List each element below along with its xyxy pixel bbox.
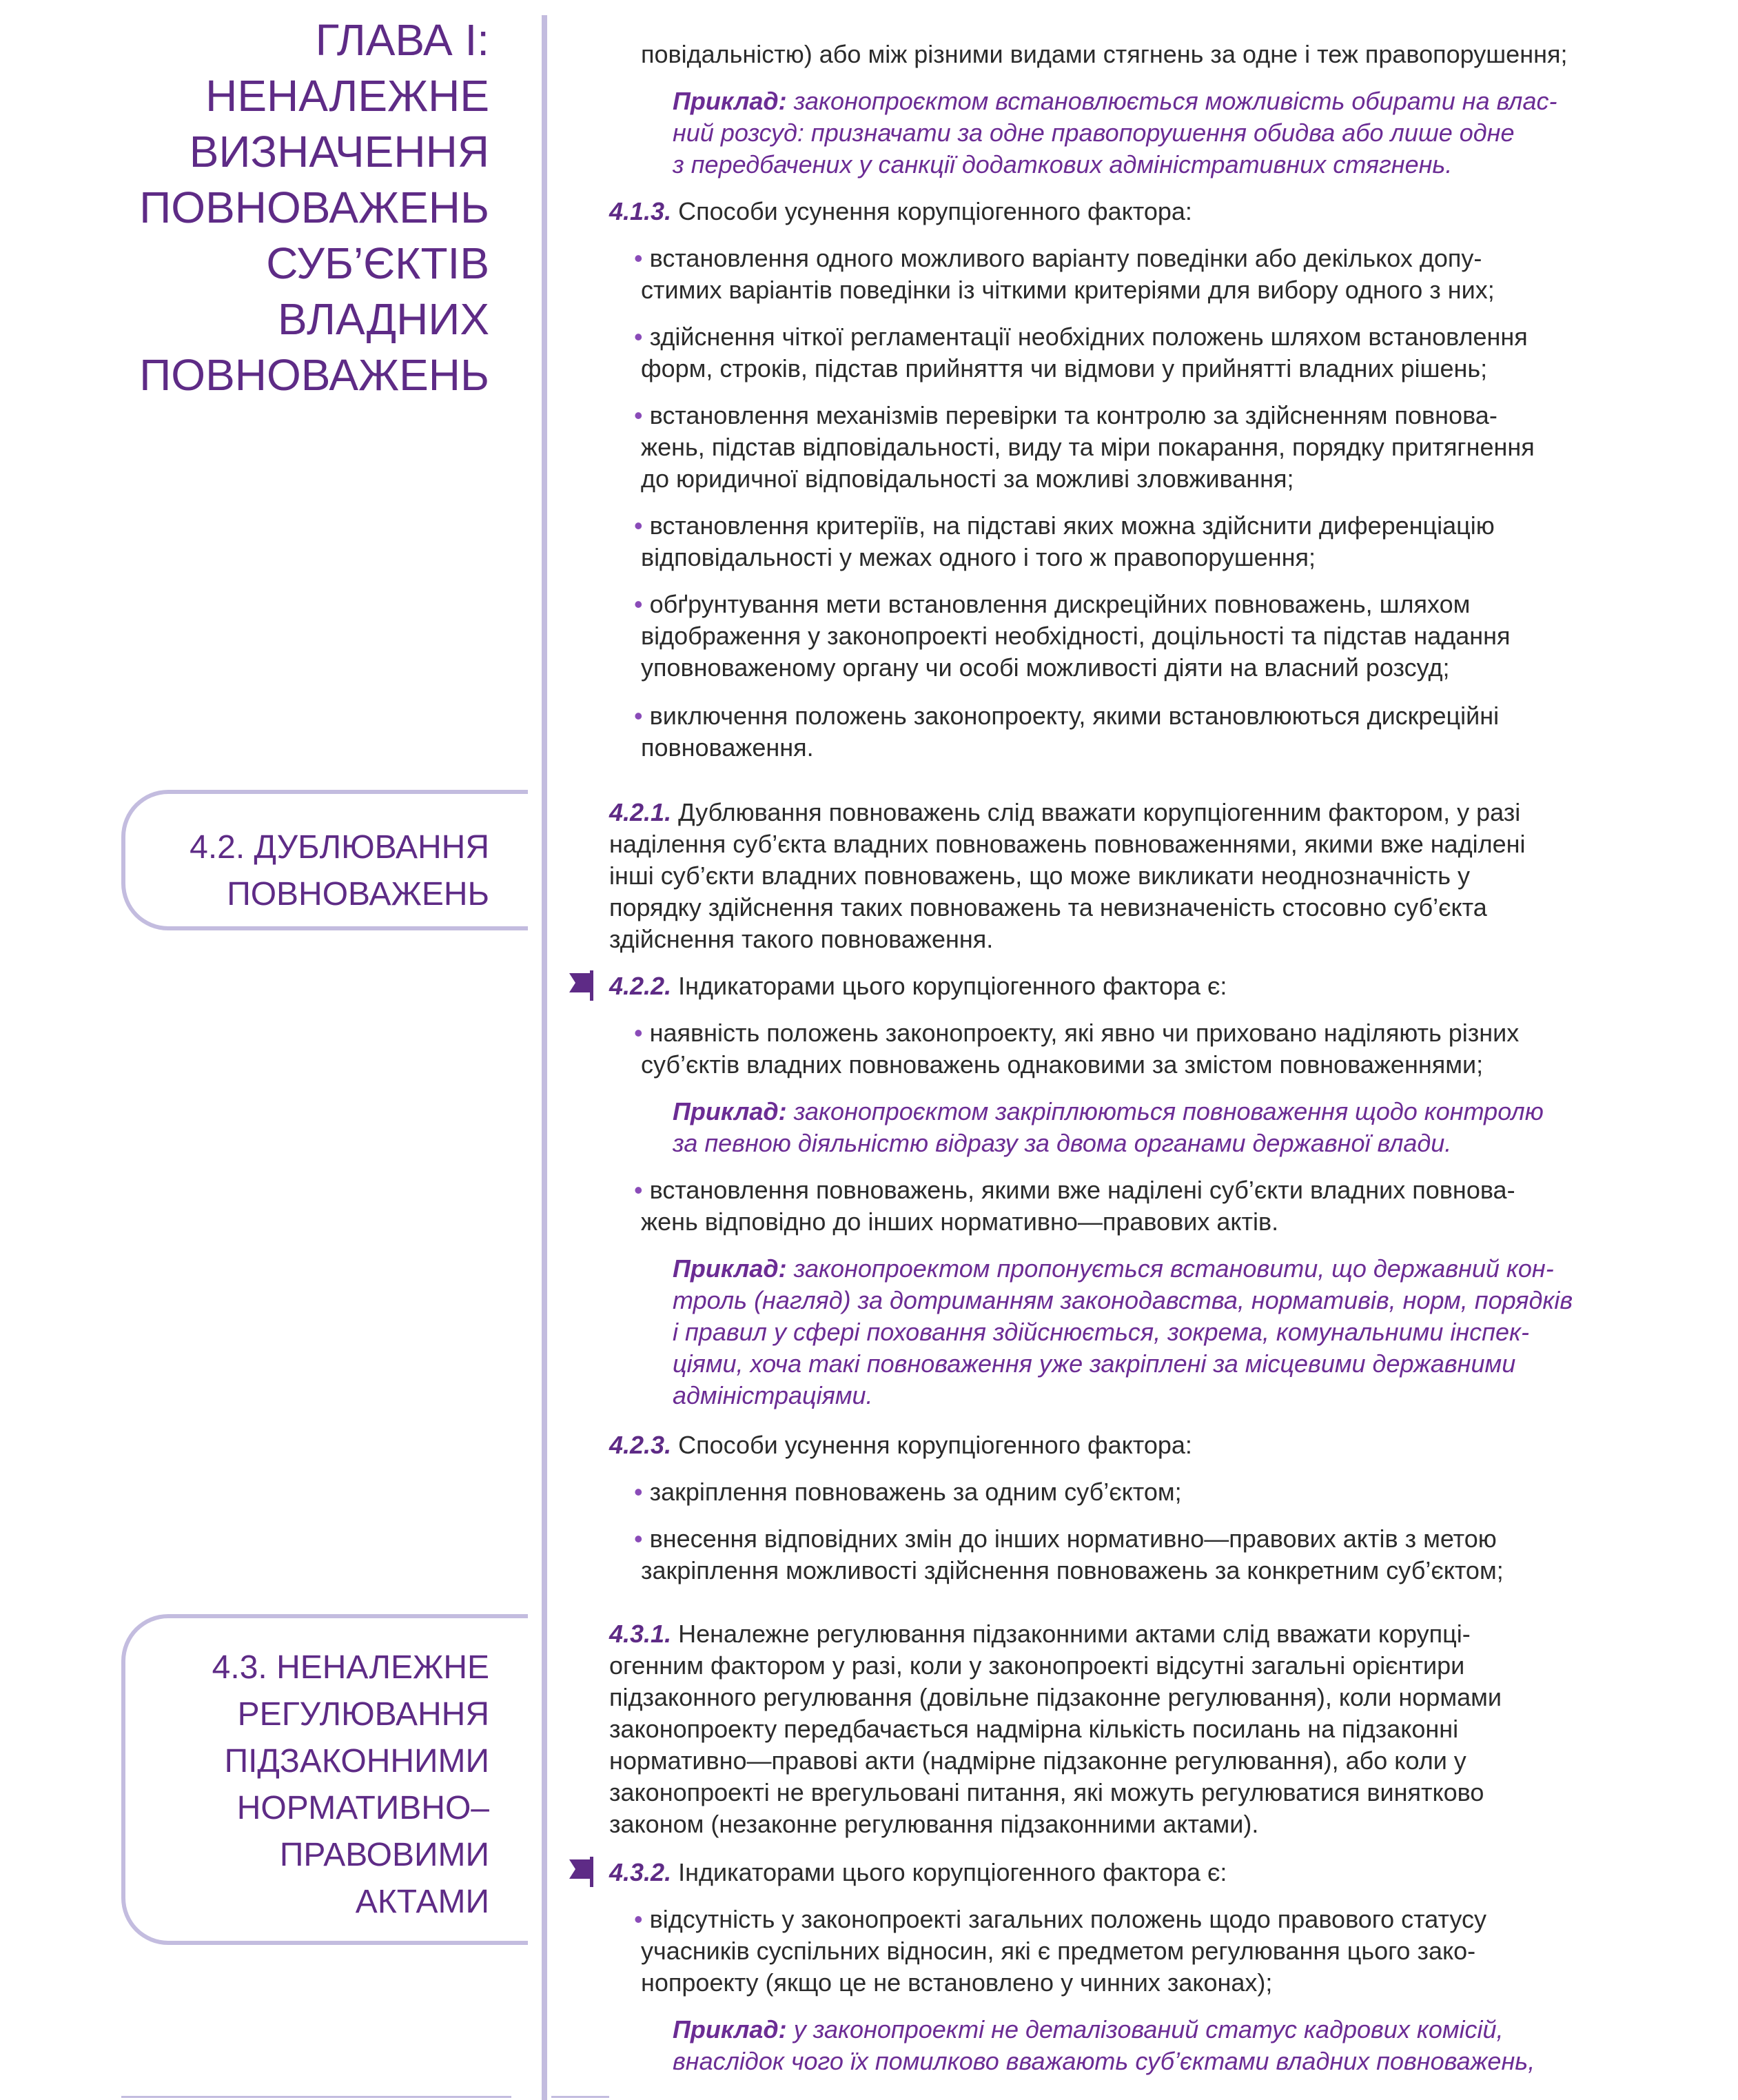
example-block: Приклад: законопроєктом встановлюється можливість обирати на влас- ний розсуд: призначати за одне правопорушення обидва або лише одне з передбачених у санкції додаткових адміністративних стягнень. [673,87,1557,179]
list-item: • закріплення повноважень за одним суб’єктом; [634,1478,1182,1506]
list-item: • встановлення критеріїв, на підставі яких можна здійснити диференціацію відповідальності у межах одного і того ж правопорушення; [634,511,1495,571]
section-4-3-heading: 4.3. НЕНАЛЕЖНЕ РЕГУЛЮВАННЯ ПІДЗАКОННИМИ НОРМАТИВНО– ПРАВОВИМИ АКТАМИ [121,1614,528,1945]
flag-icon [569,970,595,1001]
paragraph-4-3-2: 4.3.2. Індикаторами цього корупціогенного фактора є: [609,1858,1227,1886]
chapter-title: ГЛАВА І: НЕНАЛЕЖНЕ ВИЗНАЧЕННЯ ПОВНОВАЖЕНЬ СУБ’ЄКТІВ ВЛАДНИХ ПОВНОВАЖЕНЬ [139,15,489,400]
bottom-rule [551,2096,609,2098]
list-item: • відсутність у законопроекті загальних положень щодо правового статусу учасників суспільних відносин, які є предметом регулювання цього зако- нопроекту (якщо це не встановлено у чинних законах); [634,1905,1486,1997]
section-4-2-heading: 4.2. ДУБЛЮВАННЯ ПОВНОВАЖЕНЬ [121,790,528,930]
paragraph-4-1-3: 4.1.3. Способи усунення корупціогенного фактора: [609,197,1192,225]
bottom-rule [121,2096,511,2098]
list-item: • виключення положень законопроекту, якими встановлюються дискреційні повноваження. [634,702,1500,762]
example-block: Приклад: законопроєктом закріплюються повноваження щодо контролю за певною діяльністю відразу за двома органами державної влади. [673,1097,1544,1157]
list-item: • наявність положень законопроекту, які явно чи приховано наділяють різних суб’єктів владних повноважень однаковими за змістом повноваженнями; [634,1019,1520,1079]
paragraph-continuation: повідальністю) або між різними видами стягнень за одне і теж правопорушення; [641,40,1568,68]
flag-icon [569,1857,595,1887]
paragraph-4-2-3: 4.2.3. Способи усунення корупціогенного фактора: [609,1431,1192,1459]
list-item: • встановлення одного можливого варіанту поведінки або декількох допу- стимих варіантів поведінки із чіткими критеріями для вибору одного з них; [634,244,1495,304]
paragraph-4-2-1: 4.2.1. Дублювання повноважень слід вважати корупціогенним фактором, у разі наділення суб’єкта владних повноважень повноваженнями, якими вже наділені інші суб’єкти владних повноважень, що може викликати неоднозначність у порядку здійснення таких повноважень та невизначеність стосовно суб’єкта здійснення такого повноваження. [609,798,1526,953]
list-item: • встановлення механізмів перевірки та контролю за здійсненням повнова- жень, підстав відповідальності, виду та міри покарання, порядку притягнення до юридичної відповідальності за можливі зловживання; [634,401,1535,493]
list-item: • внесення відповідних змін до інших нормативно—правових актів з метою закріплення можливості здійснення повноважень за конкретним суб’єктом; [634,1525,1504,1584]
list-item: • встановлення повноважень, якими вже наділені суб’єкти владних повнова- жень відповідно до інших нормативно—правових актів. [634,1176,1515,1236]
paragraph-4-3-1: 4.3.1. Неналежне регулювання підзаконними актами слід вважати корупці- огенним фактором у разі, коли у законопроекті відсутні загальні орієнтири підзаконного регулювання (довільне підзаконне регулювання), коли нормами законопроекту передбачається надмірна кількість посилань на підзаконні нормативно—правові акти (надмірне підзаконне регулювання), або коли у законопроекті не врегульовані питання, які можуть регулюватися винятково законом (незаконне регулювання підзаконними актами). [609,1620,1502,1838]
example-block: Приклад: у законопроекті не деталізований статус кадрових комісій, внаслідок чого їх помилково вважають суб’єктами владних повноважень, [673,2015,1535,2075]
list-item: • обґрунтування мети встановлення дискреційних повноважень, шляхом відображення у законопроекті необхідності, доцільності та підстав надання уповноваженому органу чи особі можливості діяти на власний розсуд; [634,590,1511,682]
example-block: Приклад: законопроектом пропонується встановити, що державний кон- троль (нагляд) за дотриманням законодавства, нормативів, норм, порядків і правил у сфері поховання здійснюється, зокрема, комунальними інспек- ціями, хоча такі повноваження уже закріплені за місцевими державними адміністраціями. [673,1254,1573,1409]
list-item: • здійснення чіткої регламентації необхідних положень шляхом встановлення форм, строків, підстав прийняття чи відмови у прийнятті владних рішень; [634,323,1528,383]
vertical-divider [542,15,547,2100]
paragraph-4-2-2: 4.2.2. Індикаторами цього корупціогенного фактора є: [609,972,1227,1000]
